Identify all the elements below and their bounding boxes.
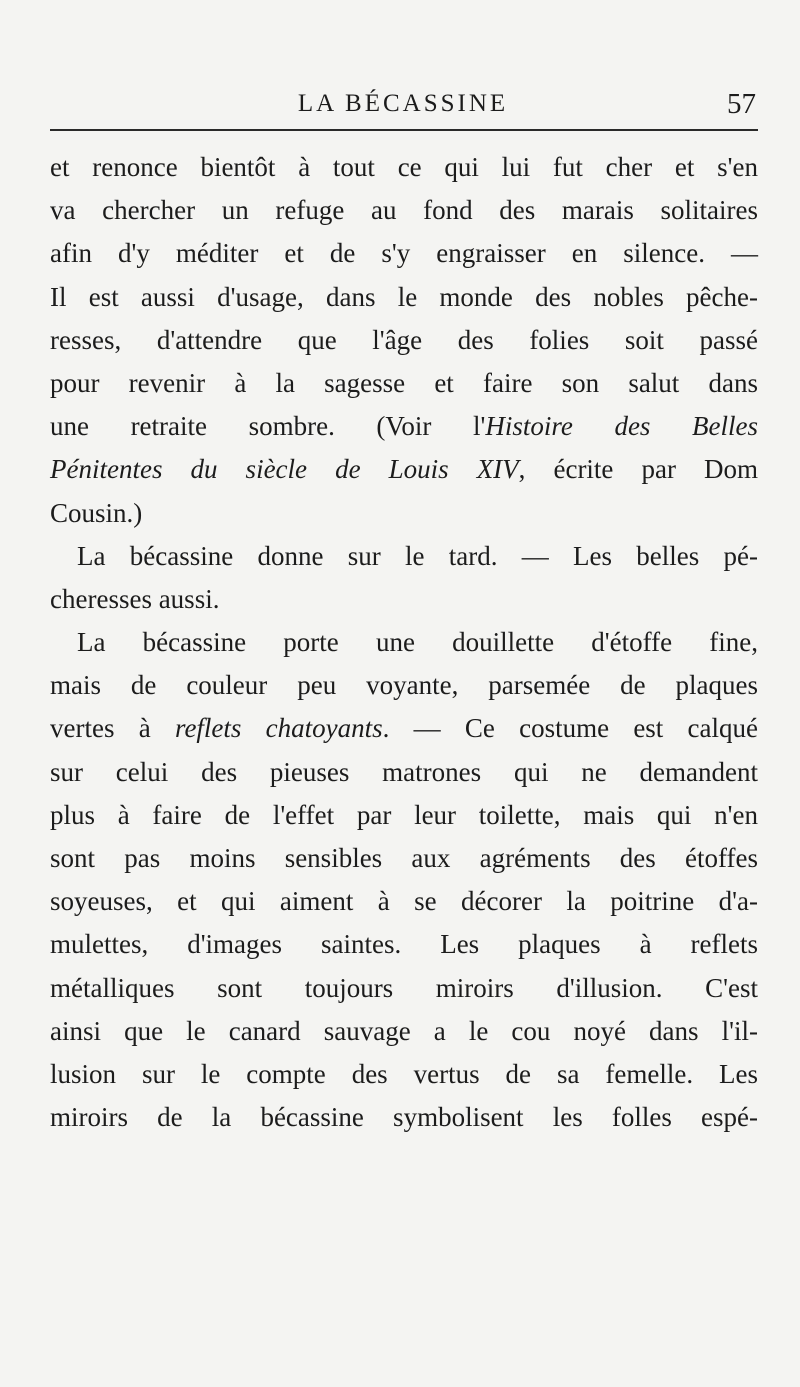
text-line: mais de couleur peu voyante, parsemée de plaques xyxy=(50,670,758,701)
text-line: cheresses aussi. xyxy=(50,583,220,614)
italic-phrase: reflets chatoyants xyxy=(174,713,383,744)
text-line: vertes à reflets chatoyants. — Ce costume est calqué xyxy=(50,713,758,744)
paragraph-start: La bécassine donne sur le tard. — Les belles pé- xyxy=(77,540,758,571)
text-line: une retraite sombre. (Voir l'Histoire des Belles xyxy=(50,411,758,442)
text-line: soyeuses, et qui aiment à se décorer la poitrine d'a- xyxy=(50,886,758,917)
page-number: 57 xyxy=(727,88,756,120)
text-line: et renonce bientôt à tout ce qui lui fut cher et s'en xyxy=(50,152,758,182)
text-line: Il est aussi d'usage, dans le monde des nobles pêche- xyxy=(50,281,758,312)
italic-title: Pénitentes du siècle de Louis XIV xyxy=(50,454,519,485)
text-line: miroirs de la bécassine symbolisent les folles espé- xyxy=(50,1102,758,1133)
text-line: métalliques sont toujours miroirs d'illusion. C'est xyxy=(50,972,758,1003)
text-line: sont pas moins sensibles aux agréments des étoffes xyxy=(50,843,758,873)
body-text xyxy=(50,146,758,1139)
text-line: resses, d'attendre que l'âge des folies soit passé xyxy=(50,324,758,355)
text-line: va chercher un refuge au fond des marais solitaires xyxy=(50,195,758,226)
text-line: lusion sur le compte des vertus de sa femelle. Les xyxy=(50,1058,758,1089)
running-title: LA BÉCASSINE xyxy=(297,90,509,117)
header-rule xyxy=(50,129,758,131)
paragraph-start: La bécassine porte une douillette d'étoffe fine, xyxy=(77,627,758,658)
text-line: plus à faire de l'effet par leur toilette, mais qui n'en xyxy=(50,799,758,830)
text-line: pour revenir à la sagesse et faire son salut dans xyxy=(50,367,758,398)
text-line: ainsi que le canard sauvage a le cou noyé dans l'il- xyxy=(50,1015,758,1046)
text-line: mulettes, d'images saintes. Les plaques à reflets xyxy=(50,929,758,960)
text-line: afin d'y méditer et de s'y engraisser en silence. — xyxy=(50,238,758,269)
italic-title: Histoire des Belles xyxy=(485,411,758,442)
running-head xyxy=(50,84,756,124)
text-line: Cousin.) xyxy=(50,497,143,528)
text-line: sur celui des pieuses matrones qui ne demandent xyxy=(50,756,758,787)
text-line: Pénitentes du siècle de Louis XIV, écrite par Dom xyxy=(50,454,759,485)
